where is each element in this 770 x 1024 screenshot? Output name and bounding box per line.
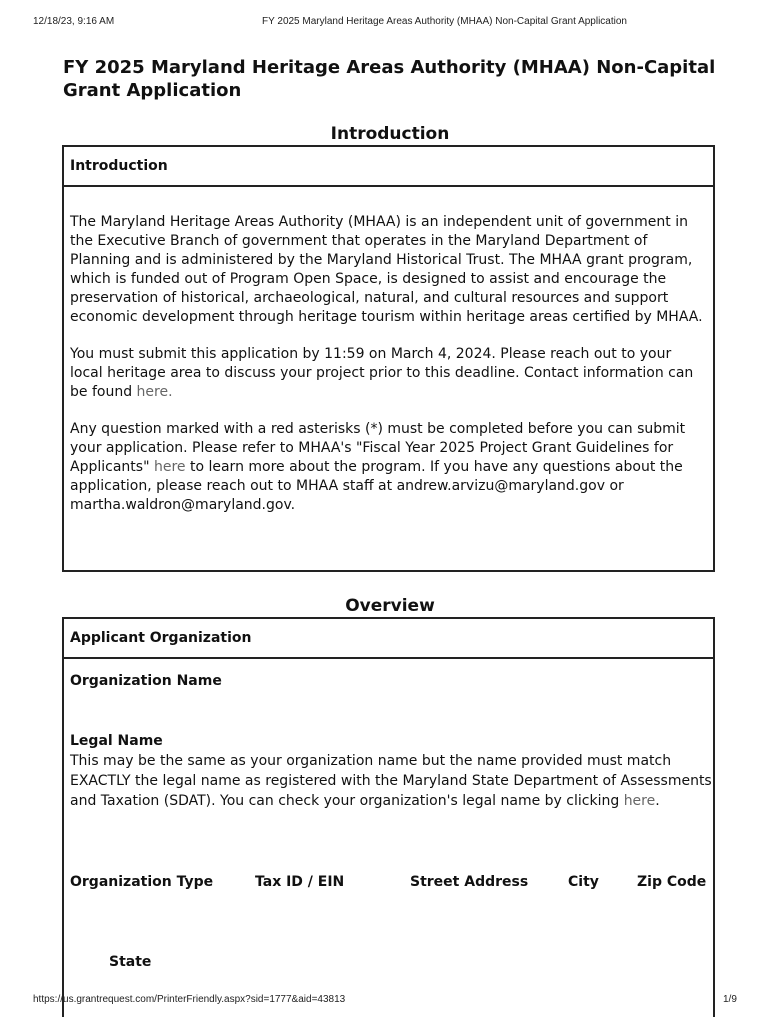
legal-name-description-text: This may be the same as your organization name but the name provided must match EXACTLY the legal name as registered with the Maryland State Department of Assessments and Taxation (SDAT). You can check your organization's legal name by clicking <box>70 753 712 809</box>
print-datetime: 12/18/23, 9:16 AM <box>33 16 115 27</box>
guidelines-link[interactable]: here <box>153 459 186 475</box>
introduction-box <box>62 145 715 572</box>
street-address-label: Street Address <box>410 874 529 890</box>
intro-paragraph-2-text: You must submit this application by 11:59 on March 4, 2024. Please reach out to your local heritage area to discuss your project prior to this deadline. Contact information can be found <box>70 346 694 400</box>
legal-name-label: Legal Name <box>70 733 163 749</box>
intro-paragraph-3 <box>70 420 707 515</box>
legal-name-description-end: . <box>655 793 660 809</box>
organization-name-label: Organization Name <box>70 673 222 689</box>
print-url: https://us.grantrequest.com/PrinterFriendly.aspx?sid=1777&aid=43813 <box>33 994 346 1005</box>
intro-paragraph-3-text-a: Any question marked with a red asterisks (*) must be completed before you can submit your application. Please refer to MHAA's "Fiscal Year 2025 Project Grant Guidelines for Applicants" <box>70 421 686 475</box>
intro-paragraph-1: The Maryland Heritage Areas Authority (MHAA) is an independent unit of government in the Executive Branch of government that operates in the Maryland Department of Planning and is administered by the Maryland Historical Trust. The MHAA grant program, which is funded out of Program Open Space, is designed to assist and encourage the preservation of historical, archaeological, natural, and cultural resources and support economic development through heritage tourism within heritage areas certified by MHAA. <box>70 214 703 325</box>
introduction-box-header: Introduction <box>64 147 713 187</box>
zip-code-label: Zip Code <box>637 874 707 890</box>
city-label: City <box>568 874 599 890</box>
print-page-title: FY 2025 Maryland Heritage Areas Authority (MHAA) Non-Capital Grant Application <box>262 16 627 27</box>
page-number: 1/9 <box>723 994 737 1005</box>
tax-id-label: Tax ID / EIN <box>255 874 345 890</box>
section-heading-overview: Overview <box>345 596 435 616</box>
intro-paragraph-3-text-b: to learn more about the program. If you have any questions about the application, please reach out to MHAA staff at andrew.arvizu@maryland.gov or martha.waldron@maryland.gov. <box>70 459 683 513</box>
legal-name-description <box>70 751 715 811</box>
applicant-organization-box <box>62 617 715 1017</box>
intro-paragraph-2 <box>70 345 707 402</box>
sdat-lookup-link[interactable]: here <box>623 793 656 809</box>
state-label: State <box>109 954 152 970</box>
applicant-organization-body <box>64 659 713 989</box>
section-heading-introduction: Introduction <box>330 124 450 144</box>
applicant-organization-header: Applicant Organization <box>64 619 713 659</box>
document-title: FY 2025 Maryland Heritage Areas Authority (MHAA) Non-Capital Grant Application <box>63 57 716 101</box>
introduction-body <box>64 187 713 515</box>
contact-info-link[interactable]: here. <box>136 384 173 400</box>
organization-type-label: Organization Type <box>70 874 214 890</box>
